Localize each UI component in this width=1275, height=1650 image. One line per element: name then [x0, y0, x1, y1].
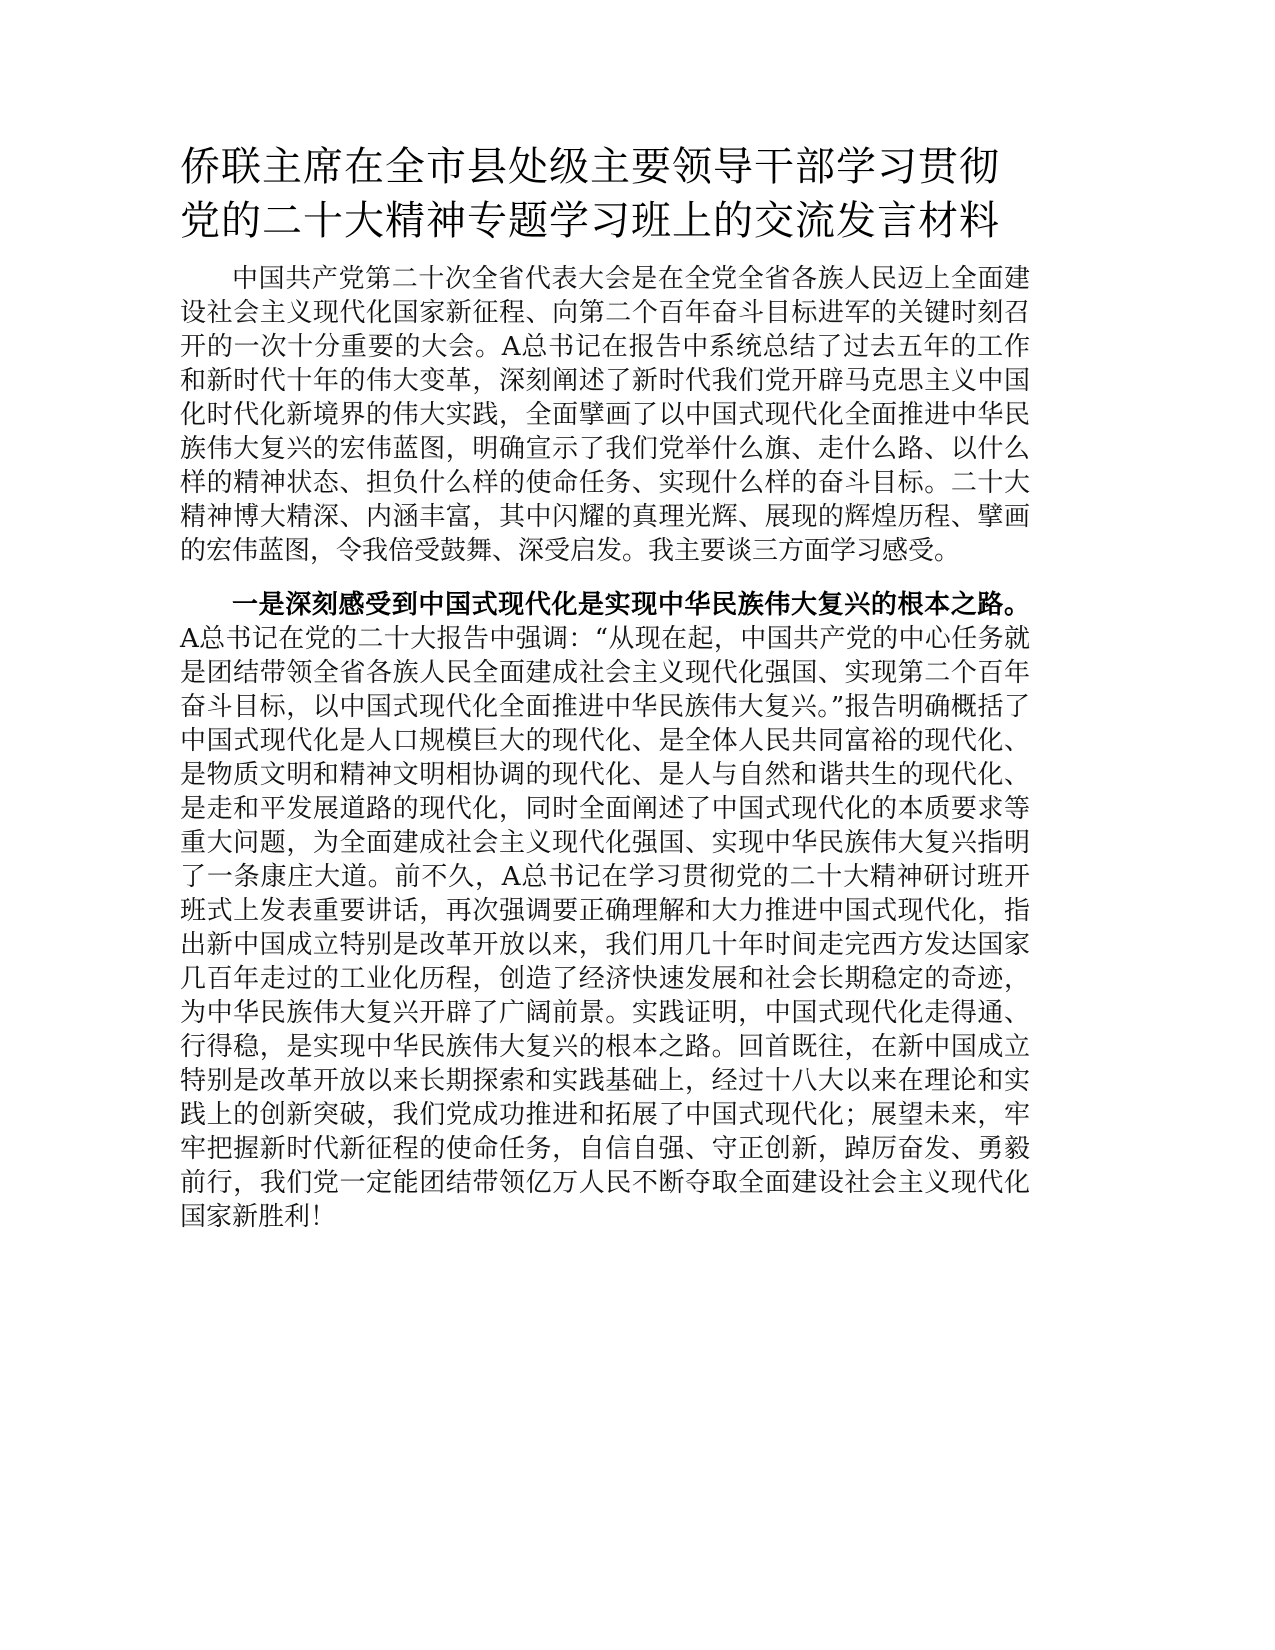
paragraph-point-one — [180, 588, 1030, 1234]
paragraph-point-one-text: A总书记在党的二十大报告中强调：“从现在起，中国共产党的中心任务就是团结带领全省各族人民全面建成社会主义现代化强国、实现第二个百年奋斗目标，以中国式现代化全面推进中华民族伟大复兴。”报告明确概括了中国式现代化是人口规模巨大的现代化、是全体人民共同富裕的现代化、是物质文明和精神文明相协调的现代化、是人与自然和谐共生的现代化、是走和平发展道路的现代化，同时全面阐述了中国式现代化的本质要求等重大问题，为全面建成社会主义现代化强国、实现中华民族伟大复兴指明了一条康庄大道。前不久，A总书记在学习贯彻党的二十大精神研讨班开班式上发表重要讲话，再次强调要正确理解和大力推进中国式现代化，指出新中国成立特别是改革开放以来，我们用几十年时间走完西方发达国家几百年走过的工业化历程，创造了经济快速发展和社会长期稳定的奇迹，为中华民族伟大复兴开辟了广阔前景。实践证明，中国式现代化走得通、行得稳，是实现中华民族伟大复兴的根本之路。回首既往，在新中国成立特别是改革开放以来长期探索和实践基础上，经过十八大以来在理论和实践上的创新突破，我们党成功推进和拓展了中国式现代化；展望未来，牢牢把握新时代新征程的使命任务，自信自强、守正创新，踔厉奋发、勇毅前行，我们党一定能团结带领亿万人民不断夺取全面建设社会主义现代化国家新胜利！ — [180, 624, 1030, 1232]
paragraph-point-one-heading: 一是深刻感受到中国式现代化是实现中华民族伟大复兴的根本之路。 — [232, 590, 1030, 620]
paragraph-intro-text: 中国共产党第二十次全省代表大会是在全党全省各族人民迈上全面建设社会主义现代化国家新征程、向第二个百年奋斗目标进军的关键时刻召开的一次十分重要的大会。A总书记在报告中系统总结了过去五年的工作和新时代十年的伟大变革，深刻阐述了新时代我们党开辟马克思主义中国化时代化新境界的伟大实践，全面擘画了以中国式现代化全面推进中华民族伟大复兴的宏伟蓝图，明确宣示了我们党举什么旗、走什么路、以什么样的精神状态、担负什么样的使命任务、实现什么样的奋斗目标。二十大精神博大精深、内涵丰富，其中闪耀的真理光辉、展现的辉煌历程、擘画的宏伟蓝图，令我倍受鼓舞、深受启发。我主要谈三方面学习感受。 — [180, 264, 1030, 566]
document-page — [180, 140, 1030, 1234]
paragraph-intro — [180, 262, 1030, 568]
document-title: 侨联主席在全市县处级主要领导干部学习贯彻党的二十大精神专题学习班上的交流发言材料 — [180, 144, 1000, 244]
